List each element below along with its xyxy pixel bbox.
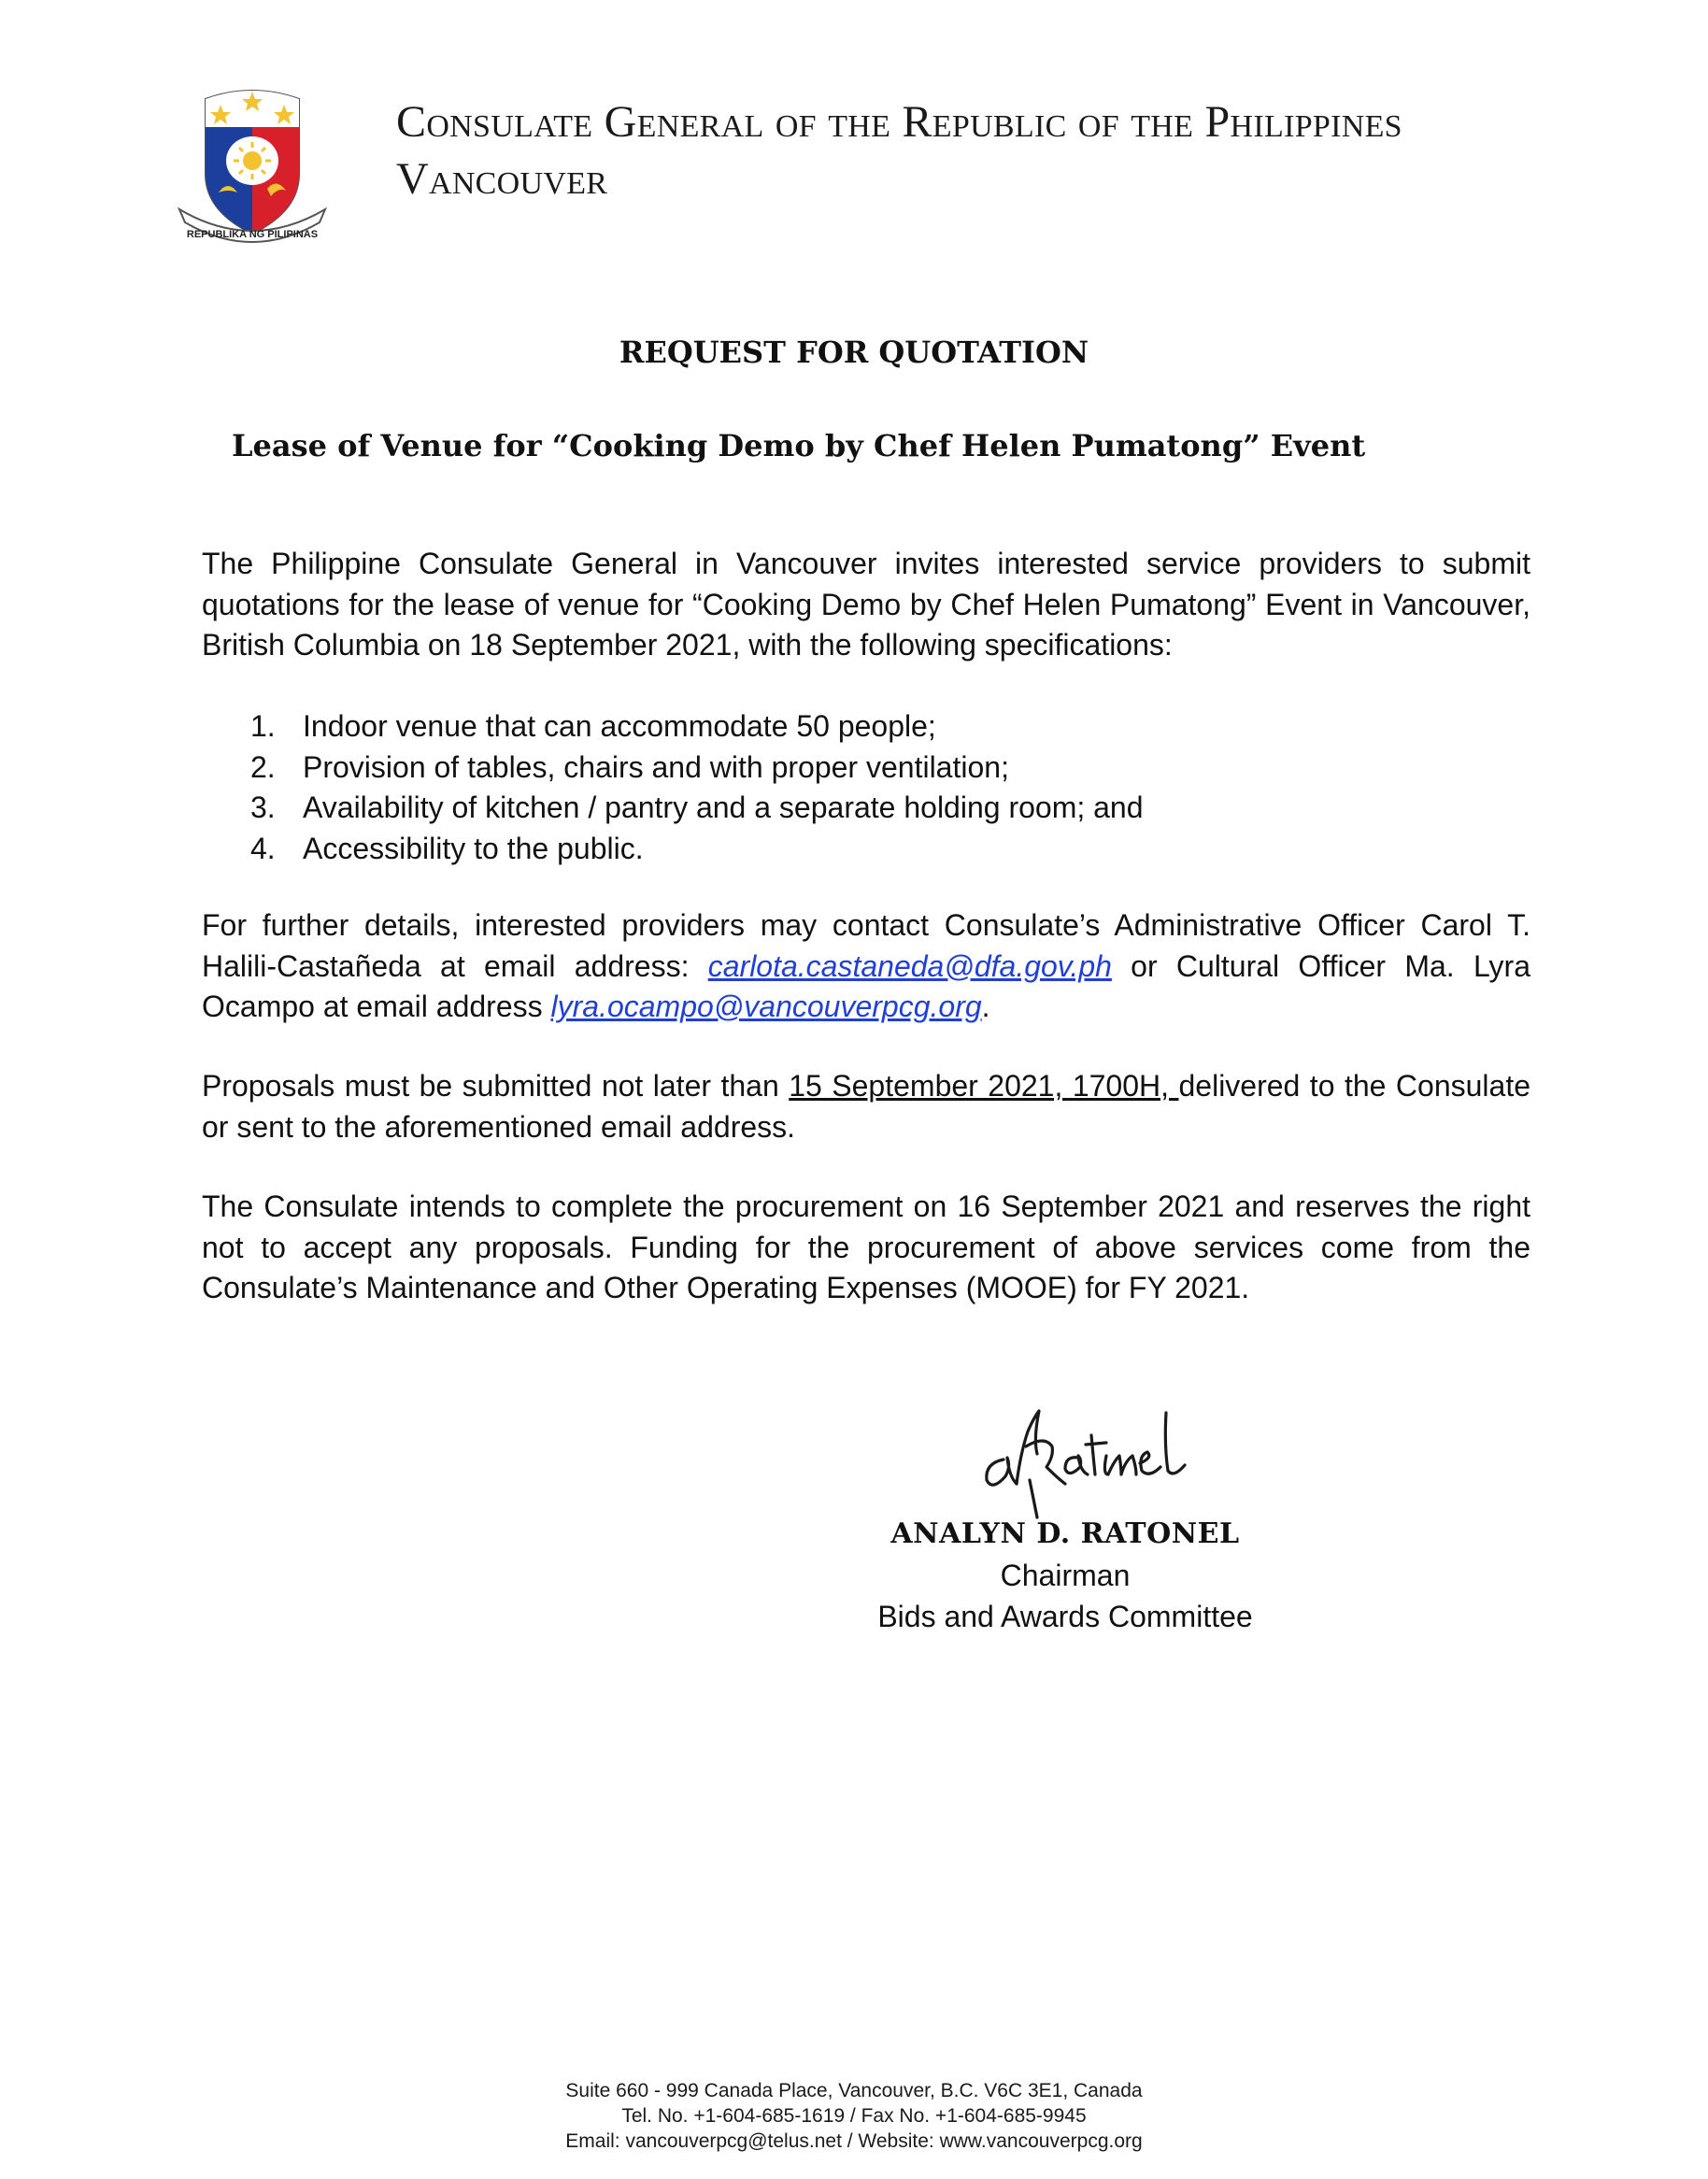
- letterhead: [396, 93, 1402, 207]
- footer-phone: Tel. No. +1-604-685-1619 / Fax No. +1-604-685-9945: [621, 2105, 1087, 2127]
- list-text: Indoor venue that can accommodate 50 people;: [303, 709, 936, 743]
- deadline-text-2: delivered to the Consulate or sent to the aforementioned email address.: [202, 1069, 1531, 1144]
- list-text: Accessibility to the public.: [303, 831, 644, 865]
- list-item: [202, 788, 1144, 829]
- footer: [0, 2078, 1708, 2154]
- svg-text:REPUBLIKA NG PILIPINAS: REPUBLIKA NG PILIPINAS: [186, 229, 319, 240]
- deadline-paragraph: [202, 1066, 1530, 1147]
- list-text: Availability of kitchen / pantry and a separate holding room; and: [303, 790, 1144, 824]
- specifications-list: [202, 706, 1144, 869]
- deadline-text-1: Proposals must be submitted not later than: [202, 1069, 790, 1103]
- list-text: Provision of tables, chairs and with proper ventilation;: [303, 749, 1009, 784]
- email-link-admin-officer[interactable]: carlota.castaneda@dfa.gov.ph: [707, 948, 1112, 983]
- consulate-city: Vancouver: [396, 154, 608, 204]
- footer-address: Suite 660 - 999 Canada Place, Vancouver, B.C. V6C 3E1, Canada: [565, 2080, 1143, 2101]
- list-number: 1.: [250, 709, 276, 743]
- closing-paragraph: The Consulate intends to complete the procurement on 16 September 2021 and reserves the right not to accept any proposals. Funding for the procurement of above services come from the Consulate’s Maintenance and Other Operating Expenses (MOOE) for FY 2021.: [202, 1189, 1530, 1304]
- contact-paragraph: [202, 905, 1530, 1028]
- document-subject: Lease of Venue for “Cooking Demo by Chef Helen Pumatong” Event: [232, 428, 1366, 463]
- signatory-committee: Bids and Awards Committee: [877, 1600, 1253, 1633]
- list-number: 2.: [250, 749, 276, 784]
- list-item: [202, 706, 1144, 748]
- list-number: 4.: [250, 831, 276, 865]
- contact-text-3: .: [981, 990, 990, 1023]
- intro-paragraph: The Philippine Consulate General in Vancouver invites interested service providers to submit quotations for the lease of venue for “Cooking Demo by Chef Helen Pumatong” Event in Vancouver, British Columbia on 18 September 2021, with the following specifications:: [202, 547, 1530, 662]
- deadline-date: 15 September 2021, 1700H,: [789, 1069, 1179, 1103]
- list-item: [202, 829, 1144, 870]
- signatory-block: [841, 1514, 1289, 1637]
- consulate-name: Consulate General of the Republic of the Philippines: [396, 97, 1402, 147]
- seal-icon: [170, 69, 334, 247]
- signature-icon: [968, 1398, 1211, 1524]
- coat-of-arms-seal: [170, 69, 334, 247]
- list-item: [202, 748, 1144, 789]
- footer-web: Email: vancouverpcg@telus.net / Website: www.vancouverpcg.org: [565, 2130, 1143, 2152]
- contact-text-1: For further details, interested providers may contact Consulate’s Administrative Officer Carol T. Halili-Castañeda at email address:: [202, 908, 1530, 983]
- email-link-cultural-officer[interactable]: lyra.ocampo@vancouverpcg.org: [550, 990, 982, 1023]
- contact-text-2: or Cultural Officer Ma. Lyra Ocampo at email address: [202, 948, 1531, 1023]
- signatory-position: Chairman: [1000, 1559, 1131, 1592]
- list-number: 3.: [250, 790, 276, 824]
- signatory-name: ANALYN D. RATONEL: [890, 1517, 1240, 1550]
- handwritten-signature: [968, 1398, 1211, 1524]
- document-title: REQUEST FOR QUOTATION: [619, 335, 1089, 370]
